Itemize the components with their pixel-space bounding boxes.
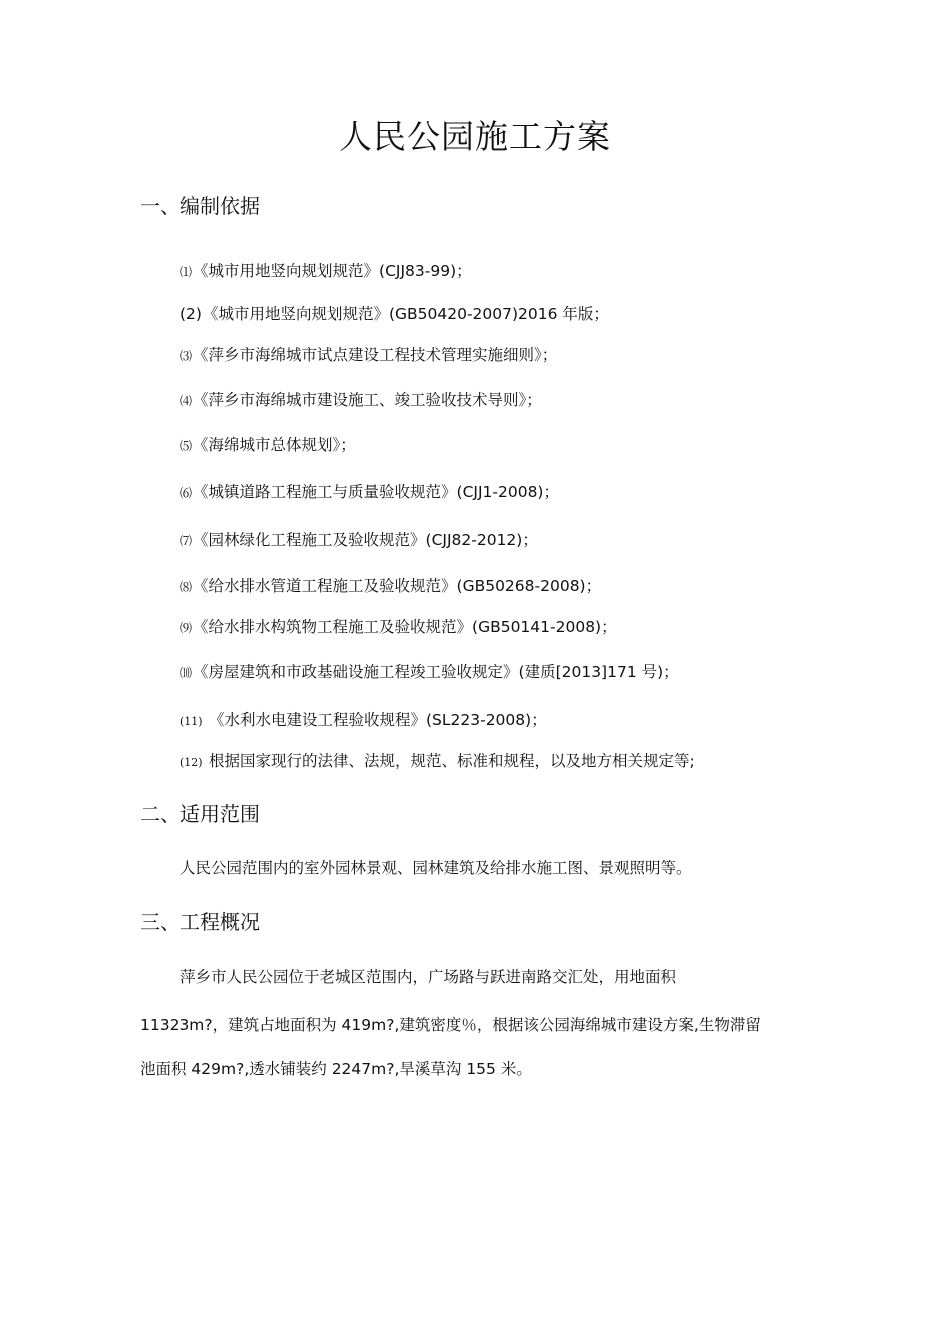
reference-item: [180, 708, 547, 734]
reference-text: 《萍乡市海绵城市试点建设工程技术管理实施细则》；: [193, 346, 558, 364]
reference-marker: (12): [180, 756, 203, 769]
paragraph-line: 萍乡市人民公园位于老城区范围内，广场路与跃进南路交汇处，用地面积: [180, 968, 677, 986]
reference-text: 《房屋建筑和市政基础设施工程竣工验收规定》(建质[2013]171 号)；: [193, 663, 679, 681]
reference-item: [180, 388, 542, 413]
reference-marker: (11): [180, 715, 203, 728]
reference-item: [180, 259, 472, 284]
reference-item: [180, 615, 617, 640]
reference-marker: ⑺: [180, 534, 193, 548]
reference-marker: ⑻: [180, 580, 193, 594]
reference-marker: ⑼: [180, 621, 193, 635]
reference-marker: ⑴: [180, 265, 193, 279]
reference-text: 《水利水电建设工程验收规程》(SL223-2008)；: [209, 711, 547, 729]
reference-marker: ⑶: [180, 349, 193, 363]
reference-item: [180, 433, 356, 458]
reference-marker: ⑹: [180, 486, 193, 500]
reference-item: [180, 343, 557, 368]
reference-text: 《给水排水构筑物工程施工及验收规范》(GB50141-2008)；: [193, 618, 617, 636]
reference-marker: ⑽: [180, 666, 193, 680]
reference-marker: ⑸: [180, 439, 193, 453]
reference-text: 《城市用地竖向规划规范》(GB50420-2007)2016 年版；: [202, 305, 609, 323]
section-heading-scope: 二、适用范围: [140, 802, 260, 826]
reference-text: 《给水排水管道工程施工及验收规范》(GB50268-2008)；: [193, 577, 602, 595]
reference-marker: (2): [180, 305, 202, 323]
reference-item: [180, 480, 559, 505]
reference-text: 《园林绿化工程施工及验收规范》(CJJ82-2012)；: [193, 531, 538, 549]
reference-text: 根据国家现行的法律、法规，规范、标准和规程，以及地方相关规定等;: [209, 752, 695, 770]
paragraph-line: 人民公园范围内的室外园林景观、园林建筑及给排水施工图、景观照明等。: [180, 859, 692, 877]
reference-marker: ⑷: [180, 394, 193, 408]
reference-item: [180, 302, 609, 326]
reference-text: 《海绵城市总体规划》；: [193, 436, 356, 454]
reference-item: [180, 660, 679, 685]
section-heading-basis: 一、编制依据: [140, 194, 260, 218]
reference-text: 《城镇道路工程施工与质量验收规范》(CJJ1-2008)；: [193, 483, 559, 501]
document-title: 人民公园施工方案: [339, 117, 611, 156]
reference-text: 《萍乡市海绵城市建设施工、竣工验收技术导则》；: [193, 391, 542, 409]
section-heading-overview: 三、工程概况: [140, 910, 260, 934]
reference-item: [180, 574, 601, 599]
reference-item: [180, 749, 695, 775]
reference-text: 《城市用地竖向规划规范》(CJJ83-99)；: [193, 262, 472, 280]
reference-item: [180, 528, 538, 553]
paragraph-line: 池面积 429m?,透水铺装约 2247m?,旱溪草沟 155 米。: [140, 1060, 532, 1078]
paragraph-line: 11323m?，建筑占地面积为 419m?,建筑密度％，根据该公园海绵城市建设方案,生物滞留: [140, 1016, 761, 1034]
